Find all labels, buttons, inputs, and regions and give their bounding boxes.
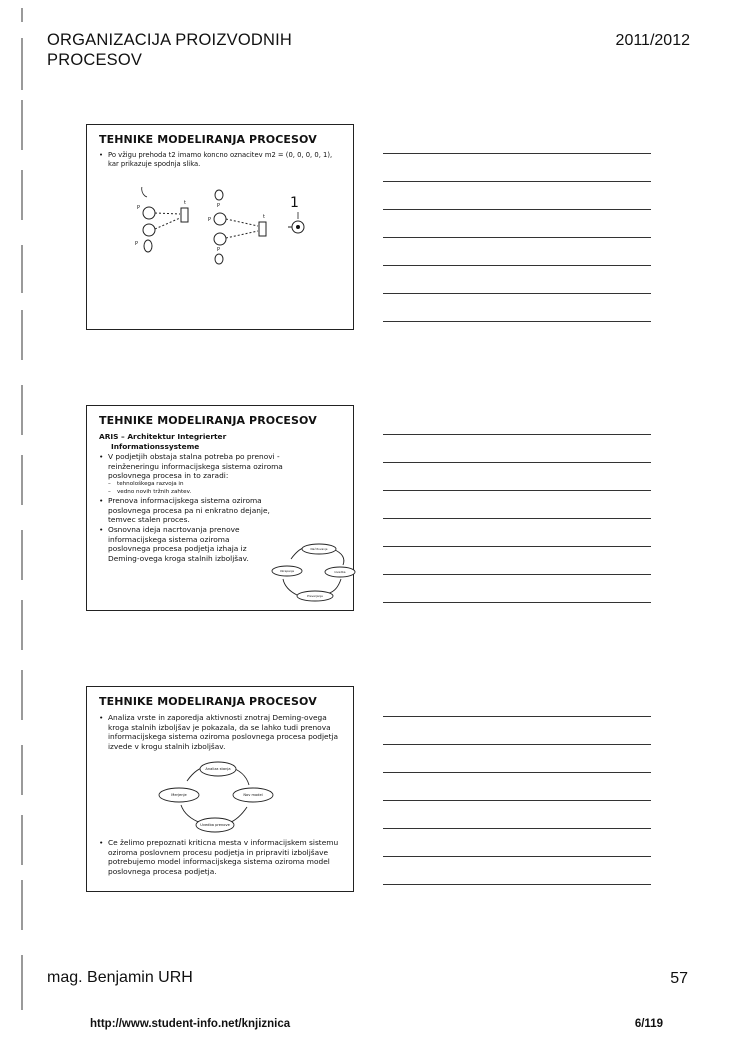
slide-title: TEHNIKE MODELIRANJA PROCESOV: [99, 414, 317, 427]
arc: [155, 213, 180, 214]
deming-cycle-diagram: [271, 541, 357, 603]
document-title: [47, 30, 292, 70]
title-line-1: ORGANIZACIJA PROIZVODNIH: [47, 31, 292, 49]
arc: [226, 219, 258, 226]
margin-mark: [21, 170, 23, 220]
note-line: [383, 800, 651, 801]
note-line: [383, 856, 651, 857]
note-line: [383, 518, 651, 519]
margin-mark: [21, 245, 23, 293]
cycle-arrow: [329, 579, 341, 593]
sub-bullet-item: – tehnološkega razvoja in: [99, 481, 343, 489]
cycle-label-bottom: Preverjanje: [307, 594, 323, 598]
aris-heading: [99, 432, 343, 451]
margin-mark: [21, 8, 23, 22]
bullet-item: • Ce želimo prepoznati kriticna mesta v informacijskem sistemu oziroma poslovnem procesu podjetja in pripraviti izboljšave potrebujemo model informacijskega sistema oziroma model poslovnega procesa podjetja.: [99, 838, 343, 876]
margin-mark: [21, 955, 23, 1010]
margin-mark: [21, 530, 23, 580]
margin-mark: [21, 455, 23, 505]
margin-mark: [21, 880, 23, 930]
transition-t1: [181, 208, 188, 222]
page-number: 57: [670, 970, 688, 987]
slide-body: [87, 708, 353, 751]
place-top: [215, 190, 223, 200]
note-line: [383, 434, 651, 435]
author: mag. Benjamin URH: [47, 969, 193, 986]
cycle-label-right: Izvedba: [334, 570, 346, 574]
bullet-item: • Analiza vrste in zaporedja aktivnosti znotraj Deming-ovega kroga stalnih izboljšav je pokazala, da se lahko tudi prenova informacijskega sistema oziroma poslovnega procesa podjetja izvede v krogu stalnih izboljšav.: [99, 713, 343, 751]
place-label: P: [217, 247, 221, 253]
transition-label: t: [263, 214, 265, 220]
margin-mark: [21, 600, 23, 650]
slide-body: [87, 146, 353, 169]
transition-label: t: [184, 200, 186, 206]
note-line: [383, 181, 651, 182]
arc: [226, 231, 258, 238]
bullet-item: • Po vžigu prehoda t2 imamo koncno oznacitev m2 = (0, 0, 0, 0, 1), kar prikazuje spodnja slika.: [99, 151, 343, 169]
note-line: [383, 602, 651, 603]
note-line: [383, 462, 651, 463]
margin-mark: [21, 38, 23, 90]
margin-mark: [21, 815, 23, 865]
note-line: [383, 828, 651, 829]
cycle-label-top: Načrtovanje: [310, 547, 328, 551]
aris-heading-line1: ARIS – Architektur Integrierter: [99, 432, 227, 441]
bullet-item: • Prenova informacijskega sistema oziroma poslovnega procesa pa ni enkratno dejanje, temvec stalen proces.: [99, 496, 343, 525]
margin-mark: [21, 385, 23, 435]
place-label: P: [208, 217, 212, 223]
note-line: [383, 265, 651, 266]
slide-body-lower: [87, 833, 353, 876]
arc: [155, 218, 180, 229]
title-line-2: PROCESOV: [47, 51, 143, 69]
note-line: [383, 321, 651, 322]
cycle-arrow: [229, 807, 247, 823]
place-p2: [143, 224, 155, 236]
note-line: [383, 237, 651, 238]
token: [296, 225, 300, 229]
sub-bullet-item: – vedno novih tržnih zahtev.: [99, 489, 343, 497]
note-line: [383, 490, 651, 491]
slide-title: TEHNIKE MODELIRANJA PROCESOV: [99, 133, 317, 146]
cycle-arrow: [283, 579, 297, 595]
cycle-label-left: Merjenje: [171, 793, 187, 797]
cycle-label-bottom: Uvedba prenove: [200, 823, 230, 827]
note-line: [383, 209, 651, 210]
cycle-label-left: Ukrepanje: [279, 569, 295, 573]
place-p4: [214, 233, 226, 245]
place-label: P: [137, 205, 141, 211]
note-line: [383, 772, 651, 773]
notes-lines-1: [383, 153, 651, 349]
handwritten-one: 1: [290, 195, 299, 211]
note-line: [383, 293, 651, 294]
bullet-item: • Osnovna ideja nacrtovanja prenove informacijskega sistema oziroma poslovnega procesa podjetja izhaja iz Deming-ovega kroga stalnih izboljšav.: [99, 525, 343, 563]
cycle-label-right: Nov model: [243, 793, 263, 797]
cycle-label-top: Analiza stanja: [205, 767, 231, 771]
note-line: [383, 546, 651, 547]
margin-mark: [21, 310, 23, 360]
place-p5: [215, 254, 223, 264]
place-p1: [143, 207, 155, 219]
transition-t2: [259, 222, 266, 236]
slide-3: [86, 686, 354, 892]
margin-mark: [21, 100, 23, 150]
note-line: [383, 884, 651, 885]
page-count: 6/119: [634, 1018, 663, 1030]
note-line: [383, 744, 651, 745]
source-url[interactable]: http://www.student-info.net/knjiznica: [90, 1018, 291, 1030]
handwritten-loop: [142, 187, 147, 197]
place-p3: [144, 240, 152, 252]
place-p2-right: [214, 213, 226, 225]
place-label: P: [217, 203, 221, 209]
note-line: [383, 574, 651, 575]
note-line: [383, 716, 651, 717]
slide-title: TEHNIKE MODELIRANJA PROCESOV: [99, 695, 317, 708]
school-year: 2011/2012: [615, 32, 690, 49]
notes-lines-3: [383, 716, 651, 912]
aris-heading-line2: Informationssysteme: [111, 441, 200, 451]
bullet-item: • V podjetjih obstaja stalna potreba po prenovi - reinženeringu informacijskega sistema oziroma poslovnega procesa in to zaradi:: [99, 452, 343, 481]
notes-lines-2: [383, 434, 651, 630]
cycle-arrow: [181, 805, 201, 823]
note-line: [383, 153, 651, 154]
slide-1: [86, 124, 354, 330]
improvement-cycle-diagram: [157, 759, 277, 835]
petri-net-diagram: [87, 187, 352, 307]
slide-2: [86, 405, 354, 611]
place-label: P: [135, 241, 139, 247]
margin-mark: [21, 745, 23, 795]
margin-mark: [21, 670, 23, 720]
